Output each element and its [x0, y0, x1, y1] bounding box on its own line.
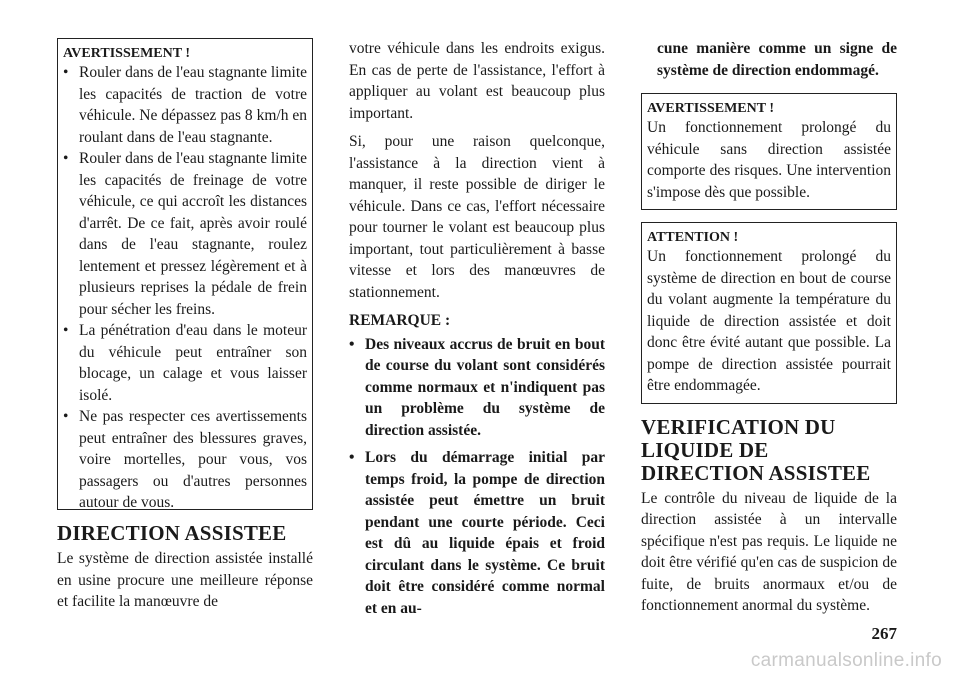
section-heading-direction-assistee: DIRECTION ASSISTEE — [57, 521, 287, 545]
column-3 — [641, 38, 897, 617]
column-1 — [57, 38, 313, 613]
bullet-icon: • — [63, 322, 69, 339]
note-list — [349, 334, 605, 620]
section-heading-verification: VERIFICATION DU LIQUIDE DE DIRECTION ASSISTEE — [641, 414, 871, 485]
attention-title: ATTENTION ! — [647, 230, 739, 245]
page-number: 267 — [871, 624, 897, 643]
bullet-icon: • — [63, 408, 69, 425]
warning-item: • La pénétration d'eau dans le moteur du véhicule peut entraîner son blocage, un calage et vous laisser isolé. — [63, 322, 307, 404]
warning-box-steering — [641, 93, 897, 210]
paragraph-steering-effort: votre véhicule dans les endroits exigus. En cas de perte de l'assistance, l'effort à appliquer au volant est beaucoup plus important. — [349, 40, 605, 122]
attention-text: Un fonctionnement prolongé du système de direction en bout de course du volant augmente la température du liquide de direction assistée et doit donc être évité autant que possible. La pompe de direction assistée pourrait être endommagée. — [647, 248, 891, 394]
warning-item: • Rouler dans de l'eau stagnante limite les capacités de freinage de votre véhicule, ce qui accroît les distances d'arrêt. De ce fait, après avoir roulé dans de l'eau stagnante, roulez lentement et pressez légèrement et à plusieurs reprises la pédale de frein pour sécher les freins. — [63, 150, 307, 318]
column-2 — [349, 38, 605, 619]
note-item: • Lors du démarrage initial par temps froid, la pompe de direction assistée peut émettre un bruit pendant une courte période. Ceci est dû au liquide épais et froid circulant dans le système. Ce bruit doit être considéré comme normal et en au- — [349, 449, 605, 617]
warning-item: • Ne pas respecter ces avertissements peut entraîner des blessures graves, voire mortelles, pour vous, vos passagers ou d'autres personnes autour de vous. — [63, 408, 307, 511]
section-intro-text: Le système de direction assistée installé en usine procure une meilleure réponse et facilite la manœuvre de — [57, 550, 313, 610]
note-item: • Des niveaux accrus de bruit en bout de course du volant sont considérés comme normaux et n'indiquent pas un problème du système de direction assistée. — [349, 335, 605, 439]
warning-list — [63, 62, 307, 514]
bullet-icon: • — [63, 150, 69, 167]
warning-item: • Rouler dans de l'eau stagnante limite les capacités de traction de votre véhicule. Ne dépassez pas 8 km/h en roulant dans de l'eau stagnante. — [63, 64, 307, 146]
paragraph-loss-of-assist: Si, pour une raison quelconque, l'assistance à la direction vient à manquer, il reste possible de diriger le véhicule. Dans ce cas, l'effort nécessaire pour tourner le volant est beaucoup plus important, tout particulièrement à basse vitesse et lors des manœuvres de stationnement. — [349, 133, 605, 301]
watermark-text: carmanualsonline.info — [750, 650, 942, 671]
warning-title: AVERTISSEMENT ! — [63, 46, 190, 61]
bullet-icon: • — [349, 335, 355, 353]
warning-title: AVERTISSEMENT ! — [647, 101, 774, 116]
warning-text: Un fonctionnement prolongé du véhicule sans direction assistée comporte des risques. Une intervention s'impose dès que possible. — [647, 119, 891, 201]
warning-box-water — [57, 38, 313, 510]
note-continuation: cune manière comme un signe de système de direction endommagé. — [657, 40, 897, 79]
bullet-icon: • — [63, 64, 69, 81]
attention-box — [641, 222, 897, 404]
section-verification-text: Le contrôle du niveau de liquide de la direction assistée à un intervalle spécifique n'est pas requis. Le liquide ne doit être vérifié qu'en cas de suspicion de fuite, de bruits anormaux et/ou de fonctionnement anormal du système. — [641, 489, 897, 614]
bullet-icon: • — [349, 449, 355, 466]
note-label: REMARQUE : — [349, 312, 451, 329]
